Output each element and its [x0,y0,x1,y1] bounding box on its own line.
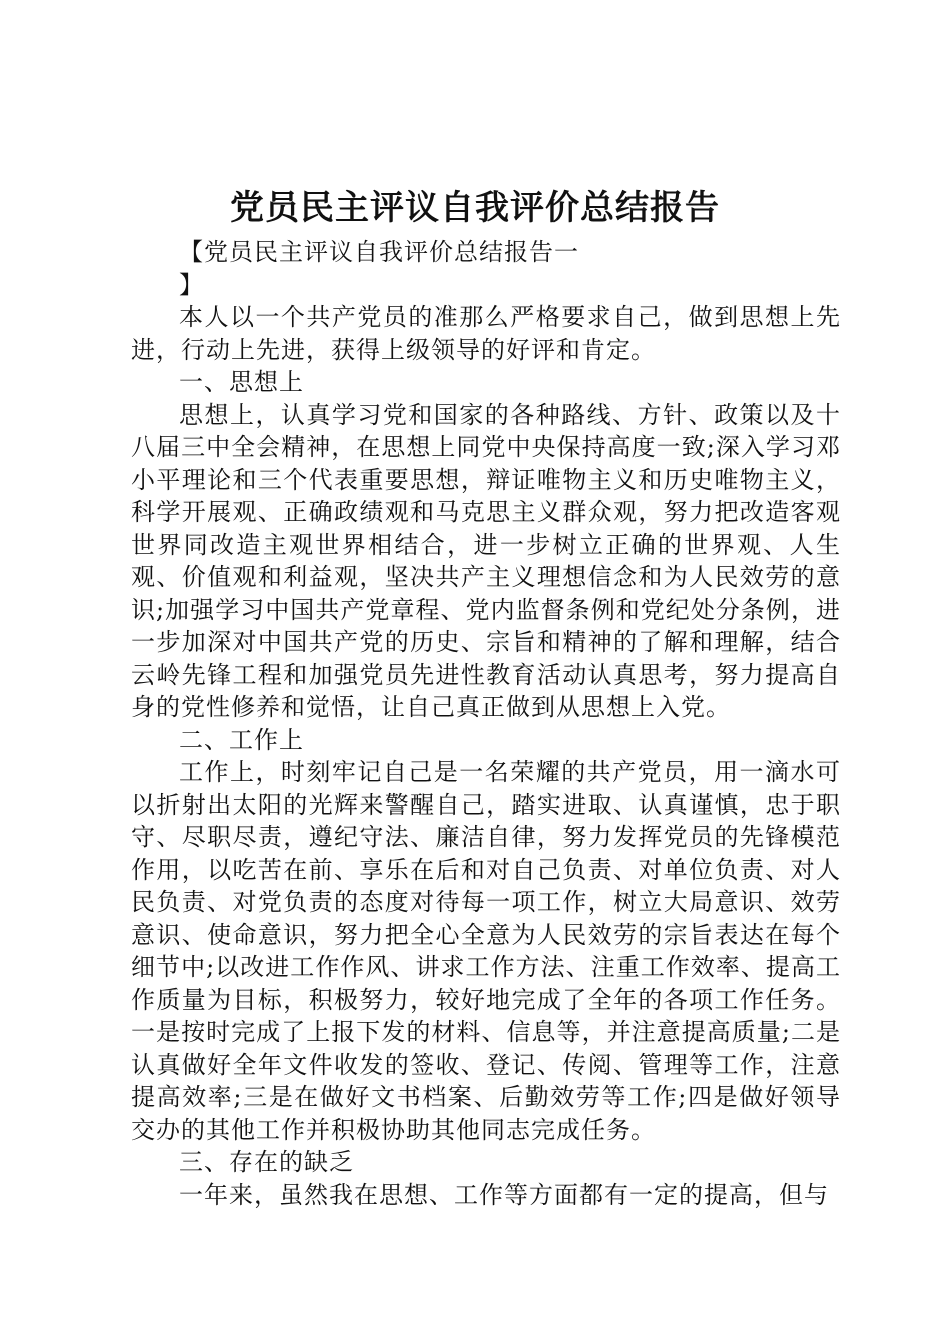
section-heading-thought: 一、思想上 [179,368,304,396]
document-body [131,236,841,1211]
subtitle-line-end: 】 [179,270,204,299]
subtitle-line: 【党员民主评议自我评价总结报告一 [179,238,579,266]
thought-paragraph: 思想上，认真学习党和国家的各种路线、方针、政策以及十八届三中全会精神，在思想上同党中央保持高度一致;深入学习邓小平理论和三个代表重要思想，辩证唯物主义和历史唯物主义，科学开展观、正确政绩观和马克思主义群众观，努力把改造客观世界同改造主观世界相结合，进一步树立正确的世界观、人生观、价值观和利益观，坚决共产主义理想信念和为人民效劳的意识;加强学习中国共产党章程、党内监督条例和党纪处分条例，进一步加深对中国共产党的历史、宗旨和精神的了解和理解，结合云岭先锋工程和加强党员先进性教育活动认真思考，努力提高自身的党性修养和觉悟，让自己真正做到从思想上入党。 [131,400,841,721]
intro-paragraph: 本人以一个共产党员的准那么严格要求自己，做到思想上先进，行动上先进，获得上级领导的好评和肯定。 [131,303,841,364]
shortcomings-paragraph: 一年来，虽然我在思想、工作等方面都有一定的提高，但与 [179,1180,829,1209]
work-paragraph: 工作上，时刻牢记自己是一名荣耀的共产党员，用一滴水可以折射出太阳的光辉来警醒自己，踏实进取、认真谨慎，忠于职守、尽职尽责，遵纪守法、廉洁自律，努力发挥党员的先锋模范作用，以吃苦在前、享乐在后和对自己负责、对单位负责、对人民负责、对党负责的态度对待每一项工作，树立大局意识、效劳意识、使命意识，努力把全心全意为人民效劳的宗旨表达在每个细节中;以改进工作作风、讲求工作方法、注重工作效率、提高工作质量为目标，积极努力，较好地完成了全年的各项工作任务。一是按时完成了上报下发的材料、信息等，并注意提高质量;二是认真做好全年文件收发的签收、登记、传阅、管理等工作，注意提高效率;三是在做好文书档案、后勤效劳等工作;四是做好领导交办的其他工作并积极协助其他同志完成任务。 [131,758,841,1144]
section-heading-work: 二、工作上 [179,725,304,754]
document-title: 党员民主评议自我评价总结报告 [230,188,720,228]
section-heading-shortcomings: 三、存在的缺乏 [179,1148,354,1176]
